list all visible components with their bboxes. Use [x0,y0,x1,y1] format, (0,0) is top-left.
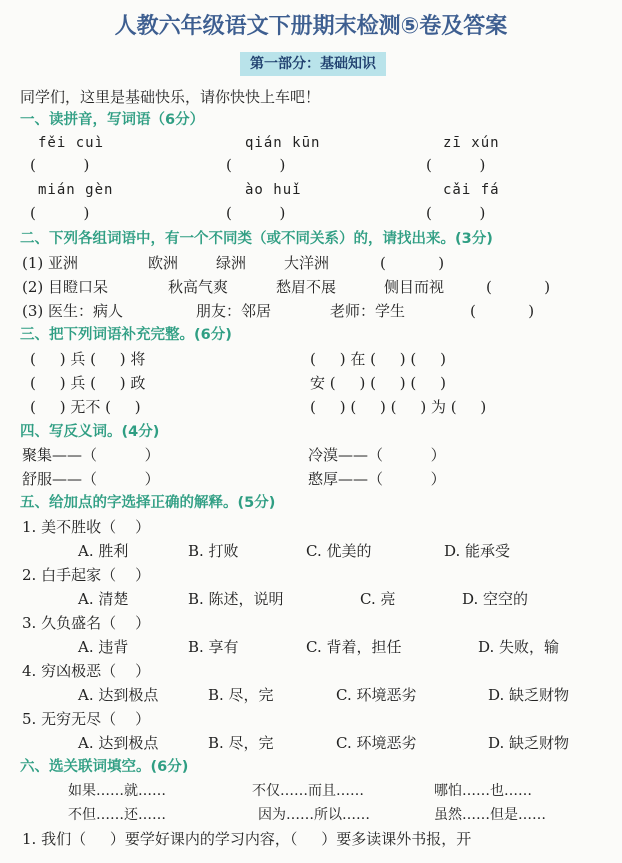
s5-q3-d[interactable]: D. 失败，输 [478,638,560,656]
pinyin-1: fěi cuì [38,135,105,151]
s2-row1-answer[interactable]: ( ) [380,254,445,272]
s2-row1-b: 欧洲 [148,254,179,272]
s6-q1[interactable]: 1. 我们（ ）要学好课内的学习内容，（ ）要多读课外书报，开 [22,830,472,848]
s5-q5-b[interactable]: B. 尽，完 [208,734,274,752]
conj-3: 哪怕……也…… [434,783,532,799]
conj-1: 如果……就…… [68,783,166,799]
s5-q4-c[interactable]: C. 环境恶劣 [336,686,417,704]
s2-row2-a: (2) 目瞪口呆 [22,278,109,296]
s3-r3-left[interactable]: ( ) 无不 ( ) [30,398,141,416]
s3-r3-right[interactable]: ( ) ( ) ( ) 为 ( ) [310,398,487,416]
s2-row1-a: (1) 亚洲 [22,254,79,272]
s5-q4[interactable]: 4. 穷凶极恶（ ） [22,662,151,680]
s5-q1[interactable]: 1. 美不胜收（ ） [22,518,151,536]
blank-3[interactable]: ( ) [426,156,486,174]
s2-row3-b: 朋友：邻居 [196,302,272,320]
s5-q2[interactable]: 2. 白手起家（ ） [22,566,151,584]
s2-row2-c: 愁眉不展 [276,278,337,296]
intro-text: 同学们，这里是基础快乐，请你快快上车吧！ [20,88,321,106]
s5-q1-d[interactable]: D. 能承受 [444,542,511,560]
blank-2[interactable]: ( ) [226,156,286,174]
s2-row1-c: 绿洲 [216,254,247,272]
s2-row3-c: 老师：学生 [330,302,406,320]
pinyin-6: cǎi fá [443,182,500,198]
blank-1[interactable]: ( ) [30,156,90,174]
pinyin-3: zī xún [443,135,500,151]
s5-q3[interactable]: 3. 久负盛名（ ） [22,614,151,632]
section-3-heading: 三、把下列词语补充完整。(6分) [20,327,232,343]
s5-q3-c[interactable]: C. 背着，担任 [306,638,402,656]
s5-q1-c[interactable]: C. 优美的 [306,542,372,560]
s5-q2-c[interactable]: C. 亮 [360,590,396,608]
antonym-4[interactable]: 憨厚——（ ） [308,470,446,488]
s5-q5-a[interactable]: A. 达到极点 [78,734,159,752]
pinyin-2: qián kūn [245,135,321,151]
s2-row2-d: 侧目而视 [384,278,445,296]
s5-q3-b[interactable]: B. 享有 [188,638,239,656]
antonym-2[interactable]: 冷漠——（ ） [308,446,446,464]
s2-row3-a: (3) 医生：病人 [22,302,124,320]
s5-q3-a[interactable]: A. 违背 [78,638,129,656]
s5-q1-b[interactable]: B. 打败 [188,542,239,560]
s2-row3-answer[interactable]: ( ) [470,302,535,320]
s5-q4-b[interactable]: B. 尽，完 [208,686,274,704]
s5-q2-d[interactable]: D. 空空的 [462,590,529,608]
s2-row2-b: 秋高气爽 [168,278,229,296]
pinyin-4: mián gèn [38,182,114,198]
page-title: 人教六年级语文下册期末检测⑤卷及答案 [114,14,508,39]
part-label: 第一部分：基础知识 [250,56,376,72]
s5-q5[interactable]: 5. 无穷无尽（ ） [22,710,151,728]
s5-q2-b[interactable]: B. 陈述，说明 [188,590,284,608]
blank-6[interactable]: ( ) [426,204,486,222]
conj-5: 因为……所以…… [258,807,370,823]
s5-q5-c[interactable]: C. 环境恶劣 [336,734,417,752]
blank-4[interactable]: ( ) [30,204,90,222]
s3-r1-right[interactable]: ( ) 在 ( ) ( ) [310,350,446,368]
s3-r2-left[interactable]: ( ) 兵 ( ) 政 [30,374,146,392]
antonym-1[interactable]: 聚集——（ ） [22,446,160,464]
conj-2: 不仅……而且…… [252,783,364,799]
antonym-3[interactable]: 舒服——（ ） [22,470,160,488]
s5-q4-a[interactable]: A. 达到极点 [78,686,159,704]
s3-r2-right[interactable]: 安 ( ) ( ) ( ) [310,374,446,392]
s5-q1-a[interactable]: A. 胜利 [78,542,129,560]
section-5-heading: 五、给加点的字选择正确的解释。(5分) [20,495,276,511]
s5-q5-d[interactable]: D. 缺乏财物 [488,734,570,752]
conj-6: 虽然……但是…… [434,807,546,823]
pinyin-5: ào huǐ [245,182,302,198]
section-1-heading: 一、读拼音，写词语（6分） [20,112,205,128]
part-banner [240,52,386,76]
section-6-heading: 六、选关联词填空。(6分) [20,759,189,775]
s5-q4-d[interactable]: D. 缺乏财物 [488,686,570,704]
s5-q2-a[interactable]: A. 清楚 [78,590,129,608]
section-2-heading: 二、下列各组词语中，有一个不同类（或不同关系）的，请找出来。(3分) [20,231,493,247]
section-4-heading: 四、写反义词。(4分) [20,424,160,440]
s2-row2-answer[interactable]: ( ) [486,278,551,296]
s3-r1-left[interactable]: ( ) 兵 ( ) 将 [30,350,146,368]
blank-5[interactable]: ( ) [226,204,286,222]
conj-4: 不但……还…… [68,807,166,823]
s2-row1-d: 大洋洲 [284,254,330,272]
